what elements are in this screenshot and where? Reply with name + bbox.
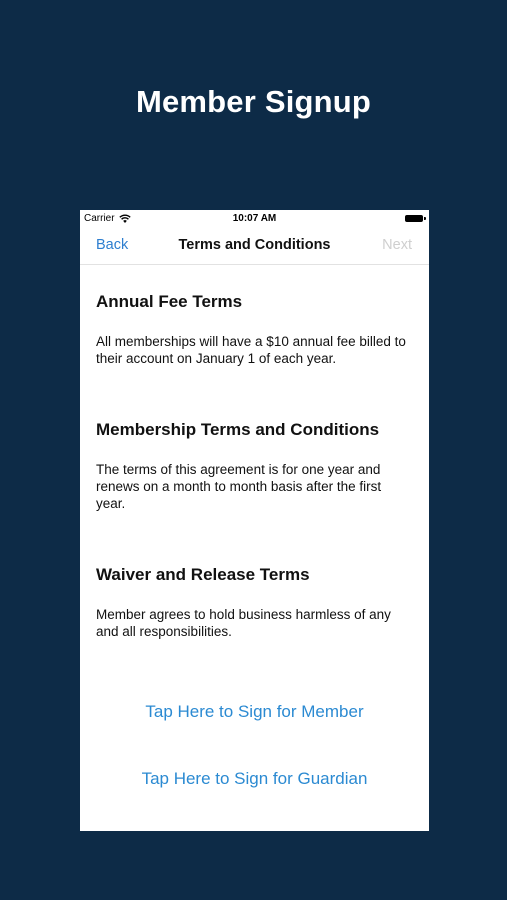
section-heading: Membership Terms and Conditions bbox=[96, 420, 380, 439]
phone-screen bbox=[80, 210, 429, 831]
section-waiver bbox=[96, 512, 413, 640]
section-heading: Annual Fee Terms bbox=[96, 292, 243, 311]
status-time: 10:07 AM bbox=[232, 213, 277, 224]
carrier-label: Carrier bbox=[84, 213, 115, 224]
section-annual-fee bbox=[96, 265, 413, 367]
sign-guardian-button[interactable]: Tap Here to Sign for Guardian bbox=[141, 769, 368, 788]
section-heading: Waiver and Release Terms bbox=[96, 565, 310, 584]
navigation-bar bbox=[80, 227, 429, 265]
section-text: The terms of this agreement is for one year and renews on a month to month basis after the first year. bbox=[96, 462, 382, 511]
nav-title: Terms and Conditions bbox=[178, 237, 331, 253]
section-membership-terms bbox=[96, 367, 413, 512]
next-button[interactable]: Next bbox=[382, 237, 412, 253]
status-bar bbox=[80, 210, 429, 227]
sign-member-button[interactable]: Tap Here to Sign for Member bbox=[145, 702, 364, 721]
section-text: All memberships will have a $10 annual fee billed to their account on January 1 of each year. bbox=[96, 334, 406, 366]
page-title: Member Signup bbox=[135, 84, 372, 119]
section-text: Member agrees to hold business harmless of any and all responsibilities. bbox=[96, 607, 391, 639]
back-button[interactable]: Back bbox=[96, 237, 129, 253]
battery-icon bbox=[405, 215, 423, 222]
terms-content bbox=[80, 265, 429, 640]
